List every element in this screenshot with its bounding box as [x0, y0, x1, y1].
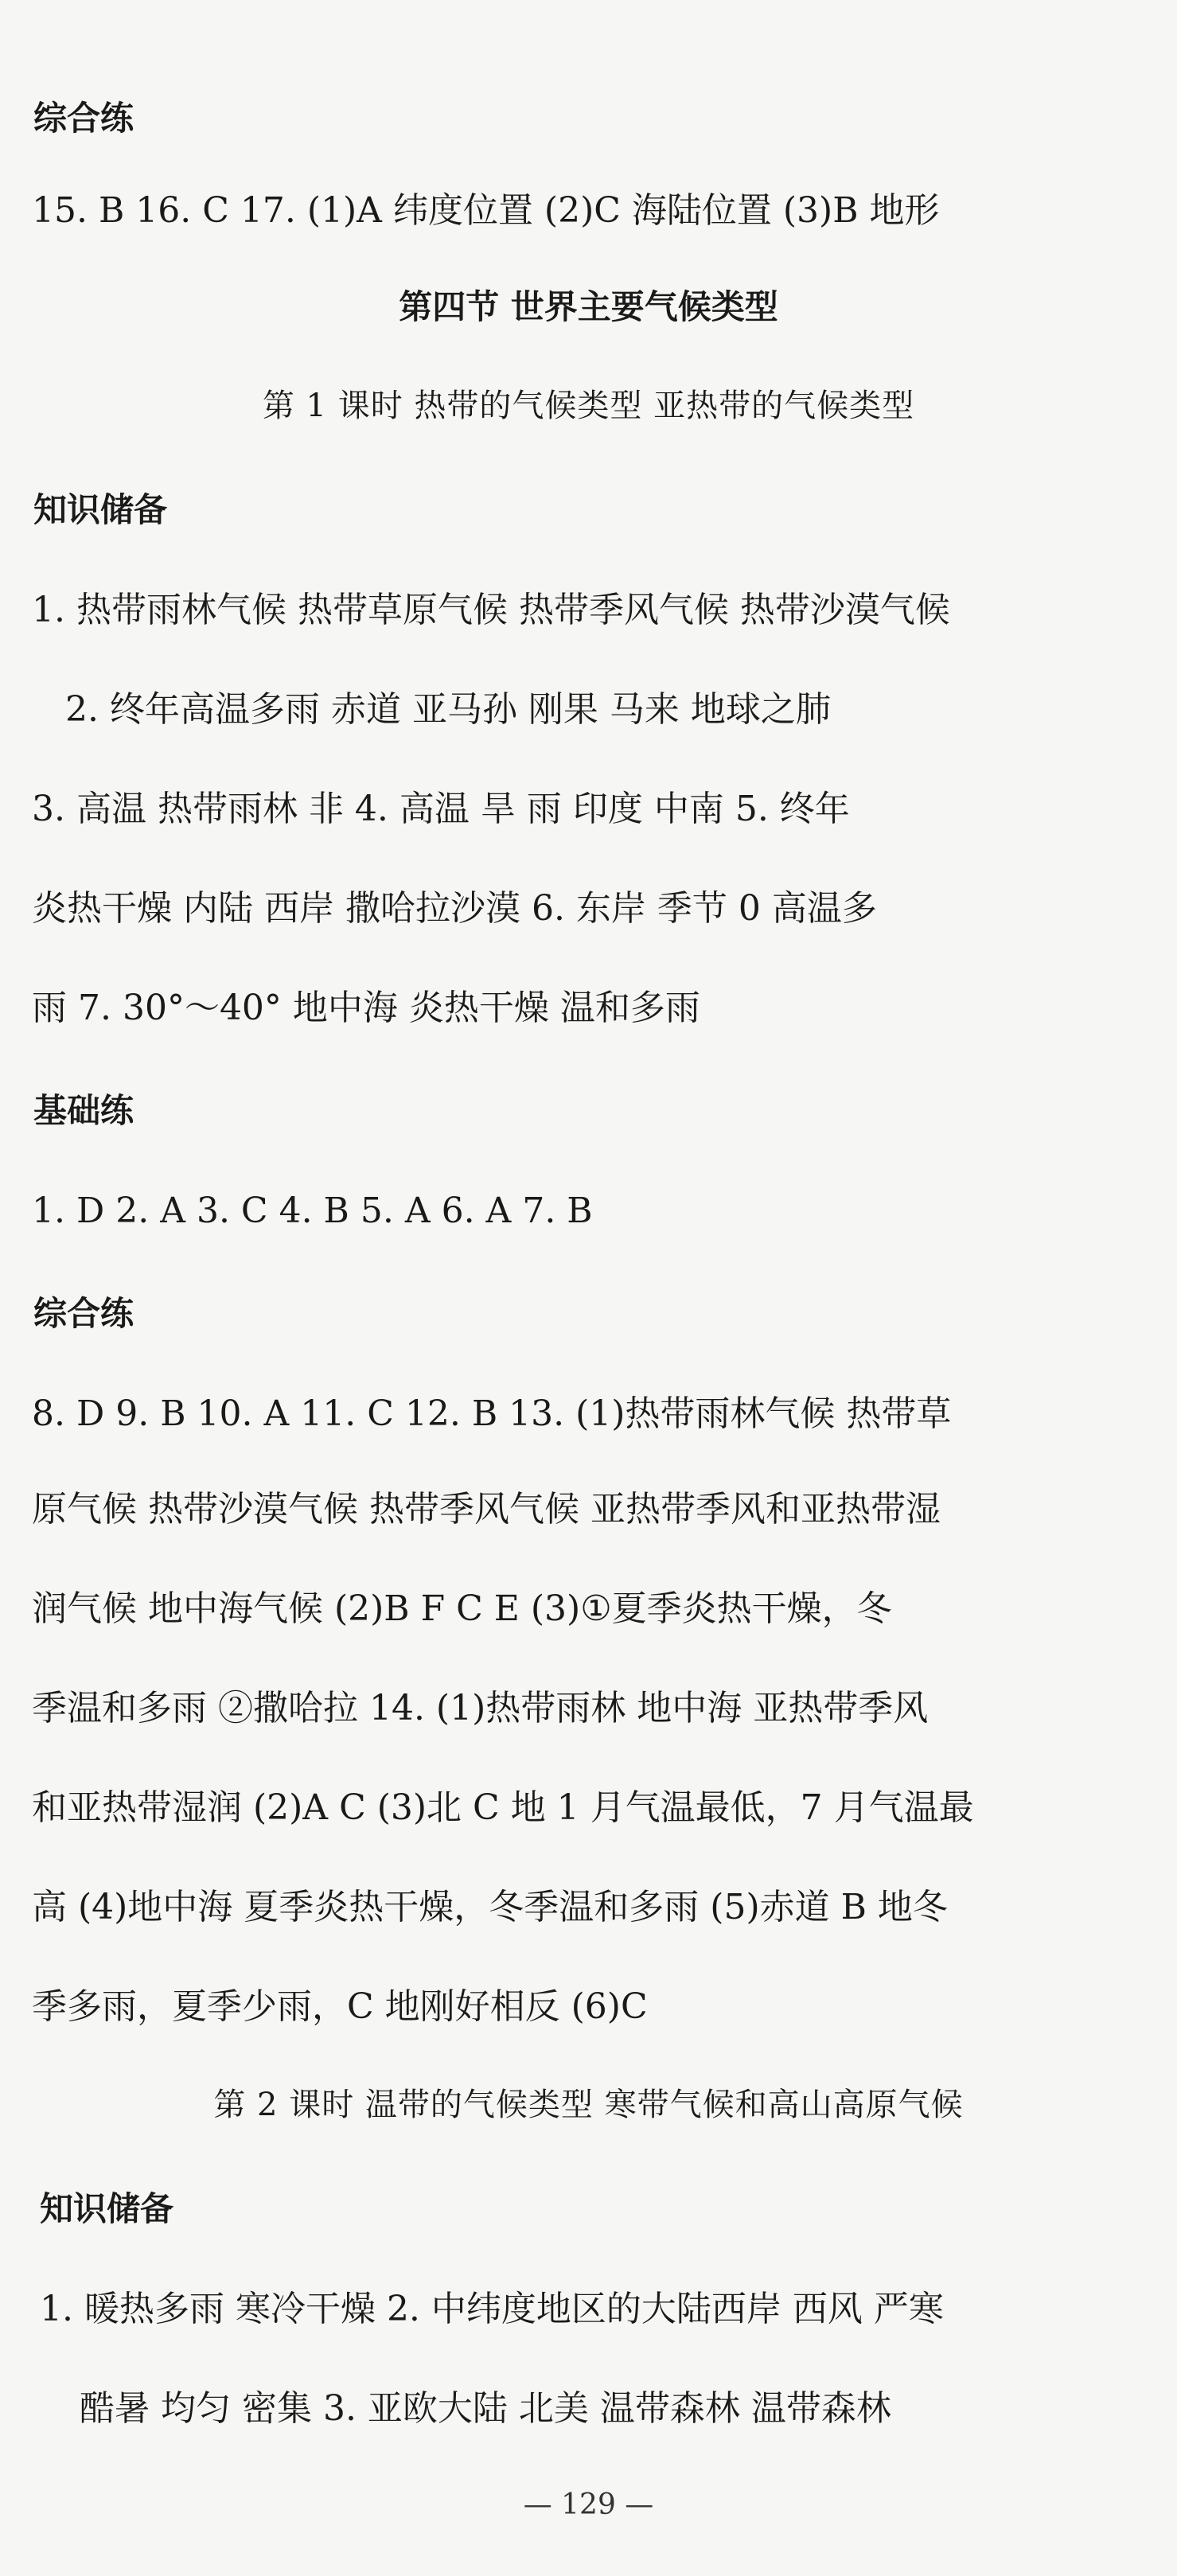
lesson-2-title: 第 2 课时 温带的气候类型 寒带气候和高山高原气候 — [213, 2087, 964, 2123]
answer-line: 高 (4)地中海 夏季炎热干燥，冬季温和多雨 (5)赤道 B 地冬 — [32, 1887, 948, 1927]
answer-line: 3. 高温 热带雨林 非 4. 高温 旱 雨 印度 中南 5. 终年 — [32, 789, 850, 829]
heading-zhishi-2: 知识储备 — [40, 2189, 174, 2228]
answer-line: 季温和多雨 ②撒哈拉 14. (1)热带雨林 地中海 亚热带季风 — [32, 1688, 929, 1728]
answer-line: 炎热干燥 内陆 西岸 撒哈拉沙漠 6. 东岸 季节 0 高温多 — [32, 888, 877, 929]
answer-line: 1. D 2. A 3. C 4. B 5. A 6. A 7. B — [32, 1191, 593, 1231]
answer-line: 和亚热带湿润 (2)A C (3)北 C 地 1 月气温最低，7 月气温最 — [32, 1787, 974, 1828]
lesson-1-title: 第 1 课时 热带的气候类型 亚热带的气候类型 — [262, 388, 915, 424]
answer-line: 原气候 热带沙漠气候 热带季风气候 亚热带季风和亚热带湿 — [32, 1489, 941, 1530]
heading-jichu: 基础练 — [33, 1091, 134, 1130]
answer-line: 润气候 地中海气候 (2)B F C E (3)①夏季炎热干燥，冬 — [32, 1588, 892, 1629]
answer-line: 15. B 16. C 17. (1)A 纬度位置 (2)C 海陆位置 (3)B 地形 — [32, 190, 940, 231]
answer-line: 8. D 9. B 10. A 11. C 12. B 13. (1)热带雨林气候 热带草 — [32, 1393, 952, 1434]
heading-zonghe-1: 综合练 — [33, 99, 134, 138]
answer-line: 2. 终年高温多雨 赤道 亚马孙 刚果 马来 地球之肺 — [65, 689, 831, 730]
heading-zonghe-2: 综合练 — [33, 1294, 134, 1333]
heading-zhishi-1: 知识储备 — [33, 490, 168, 529]
answer-line: 雨 7. 30°～40° 地中海 炎热干燥 温和多雨 — [32, 988, 700, 1028]
answer-line: 酷暑 均匀 密集 3. 亚欧大陆 北美 温带森林 温带森林 — [80, 2388, 891, 2429]
section-title: 第四节 世界主要气候类型 — [399, 287, 778, 326]
answer-line: 1. 热带雨林气候 热带草原气候 热带季风气候 热带沙漠气候 — [32, 590, 950, 630]
answer-line: 季多雨，夏季少雨，C 地刚好相反 (6)C — [32, 1986, 648, 2027]
answer-line: 1. 暖热多雨 寒冷干燥 2. 中纬度地区的大陆西岸 西风 严寒 — [40, 2289, 944, 2329]
page-number: — 129 — — [523, 2488, 654, 2521]
